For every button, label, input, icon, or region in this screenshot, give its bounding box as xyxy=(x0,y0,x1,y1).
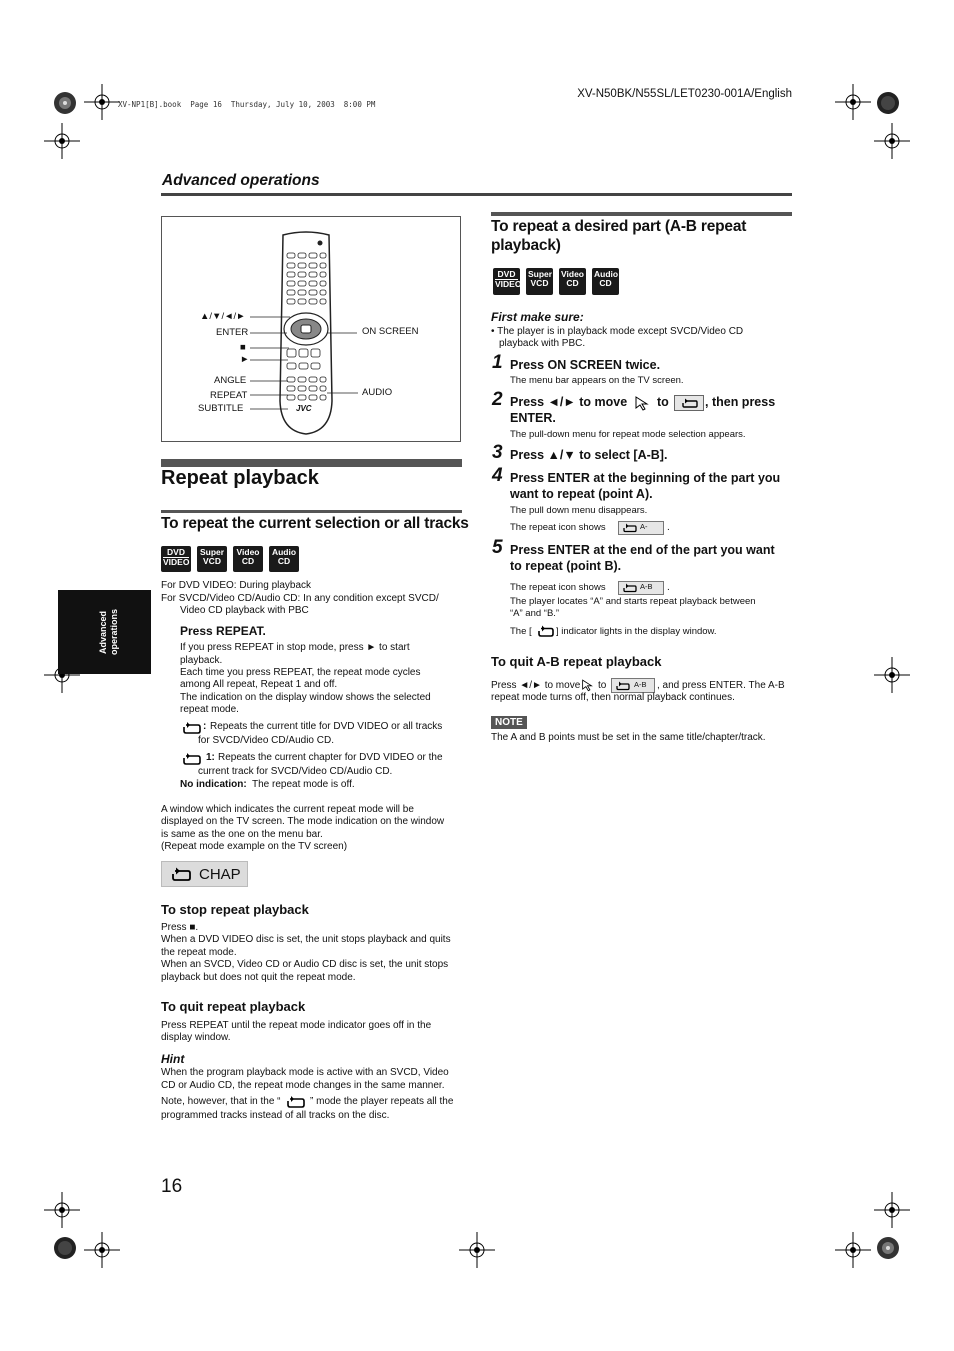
color-target-icon xyxy=(53,1236,77,1260)
note-label: NOTE xyxy=(491,716,527,729)
repeat-text-1: If you press REPEAT in stop mode, press ► to start xyxy=(180,642,410,653)
label-subtitle: SUBTITLE xyxy=(198,403,244,414)
repeat-icon xyxy=(170,867,192,883)
first-text-1: • The player is in playback mode except SVCD/Video CD xyxy=(491,326,744,337)
quit-ab-text-b: to xyxy=(598,680,607,691)
repeat-text-6: repeat mode. xyxy=(180,704,239,715)
quit-ab-text-c: , and press ENTER. The A-B xyxy=(657,680,785,691)
repeat-a-indicator xyxy=(618,521,664,535)
step-5-text-a: Press ENTER at the end of the part you want xyxy=(510,543,775,557)
step-4-text-b: want to repeat (point A). xyxy=(510,487,653,501)
document-code: XV-N50BK/N55SL/LET0230-001A/English xyxy=(577,88,792,100)
step-5-period: . xyxy=(667,582,670,593)
hint-text-4: programmed tracks instead of all tracks on the disc. xyxy=(161,1110,390,1121)
intro-line-2: For SVCD/Video CD/Audio CD: In any condition except SVCD/ xyxy=(161,593,439,604)
repeat-text-2: playback. xyxy=(180,655,223,666)
repeat-one-icon xyxy=(182,752,202,766)
stop-text-5: playback but does not quit the repeat mode. xyxy=(161,972,356,983)
registration-mark-icon xyxy=(44,1192,80,1228)
intro-line-1: For DVD VIDEO: During playback xyxy=(161,580,312,591)
step-4-number: 4 xyxy=(492,465,503,486)
repeat-all-text-1: Repeats the current title for DVD VIDEO or all tracks xyxy=(210,721,443,732)
step-3-text: Press ▲/▼ to select [A-B]. xyxy=(510,448,668,462)
super-vcd-icon: Super VCD xyxy=(526,268,553,295)
repeat-one-text-1: Repeats the current chapter for DVD VIDEO or the xyxy=(218,752,443,763)
label-angle: ANGLE xyxy=(214,375,247,386)
label-enter: ENTER xyxy=(216,327,249,338)
repeat-mode-example xyxy=(161,861,248,887)
registration-mark-icon xyxy=(874,1192,910,1228)
page-number: 16 xyxy=(161,1176,183,1197)
repeat-all-icon xyxy=(286,1095,306,1109)
chap-label: CHAP xyxy=(199,866,241,883)
note-text: The A and B points must be set in the same title/chapter/track. xyxy=(491,732,766,743)
registration-mark-icon xyxy=(874,657,910,693)
repeat-menu-icon xyxy=(674,395,704,411)
quit-ab-text-a: Press ◄/► to move xyxy=(491,680,581,691)
window-text-2: displayed on the TV screen. The mode indication on the window xyxy=(161,816,445,827)
registration-mark-icon xyxy=(835,84,871,120)
quit-text-1: Press REPEAT until the repeat mode indicator goes off in the xyxy=(161,1020,432,1031)
step-5-sub: The repeat icon shows xyxy=(510,582,606,593)
ab-repeat-title-2: playback) xyxy=(491,237,561,254)
step-2-text-c: , then press xyxy=(705,395,776,409)
repeat-icon xyxy=(681,398,699,409)
hint-title: Hint xyxy=(161,1052,185,1066)
window-text-3: is same as the one on the menu bar. xyxy=(161,829,323,840)
stop-text-1: Press ■. xyxy=(161,922,199,933)
stop-text-2: When a DVD VIDEO disc is set, the unit stops playback and quits xyxy=(161,934,451,945)
header-rule xyxy=(161,193,792,196)
registration-mark-icon xyxy=(84,84,120,120)
cursor-icon xyxy=(634,395,650,411)
repeat-ab-indicator xyxy=(618,581,664,595)
label-stop: ■ xyxy=(240,342,246,353)
disc-badges xyxy=(161,546,305,572)
repeat-one-label: 1: xyxy=(206,752,215,763)
label-audio: AUDIO xyxy=(362,387,393,398)
repeat-text-5: The indication on the display window shows the selected xyxy=(180,692,431,703)
registration-mark-icon xyxy=(835,1232,871,1268)
ab-repeat-title-1: To repeat a desired part (A-B repeat xyxy=(491,218,747,235)
window-text-1: A window which indicates the current repeat mode will be xyxy=(161,804,414,815)
step-5-sub2: The player locates “A” and starts repeat playback between xyxy=(510,596,756,607)
label-repeat: REPEAT xyxy=(210,390,248,401)
step-5-number: 5 xyxy=(492,537,503,558)
repeat-icon xyxy=(622,523,638,533)
hint-text-2: CD or Audio CD, the repeat mode changes in the same manner. xyxy=(161,1080,445,1091)
right-title-rule xyxy=(491,212,792,216)
registration-mark-icon xyxy=(459,1232,495,1268)
step-2-text-b: to xyxy=(657,395,669,409)
repeat-icon xyxy=(615,681,631,691)
step-2-text-d: ENTER. xyxy=(510,411,556,425)
step-4-text-a: Press ENTER at the beginning of the part you xyxy=(510,471,781,485)
audio-cd-icon: Audio CD xyxy=(592,268,619,295)
stop-text-3: the repeat mode. xyxy=(161,947,237,958)
super-vcd-icon: Super VCD xyxy=(197,546,227,572)
repeat-all-text-2: for SVCD/Video CD/Audio CD. xyxy=(198,735,334,746)
subsection-rule xyxy=(161,510,462,513)
quit-ab-text-2: repeat mode turns off, then normal playback continues. xyxy=(491,692,735,703)
repeat-ab-menu-icon xyxy=(611,678,655,693)
hint-text-3b: ” mode the player repeats all the xyxy=(310,1096,454,1107)
step-1-number: 1 xyxy=(492,352,503,373)
subsection-title: To repeat the current selection or all tracks xyxy=(161,515,469,532)
video-cd-icon: Video CD xyxy=(233,546,263,572)
color-target-icon xyxy=(876,1236,900,1260)
quit-repeat-title: To quit repeat playback xyxy=(161,999,306,1014)
repeat-indicator-icon xyxy=(537,625,555,638)
file-stamp: XV-NP1[B].book Page 16 Thursday, July 10, 2003 8:00 PM xyxy=(118,100,376,109)
step-3-number: 3 xyxy=(492,442,503,463)
first-text-2: playback with PBC. xyxy=(499,338,586,349)
cursor-icon xyxy=(581,678,594,692)
step-1-sub: The menu bar appears on the TV screen. xyxy=(510,375,684,386)
dvd-video-icon: DVD VIDEO xyxy=(493,268,520,295)
quit-text-2: display window. xyxy=(161,1032,231,1043)
label-on-screen: ON SCREEN xyxy=(362,326,419,337)
step-4-sub2: The repeat icon shows xyxy=(510,522,606,533)
step-5-text-b: to repeat (point B). xyxy=(510,559,622,573)
repeat-ab-label: A-B xyxy=(640,582,653,591)
remote-logo: JVC xyxy=(296,404,312,413)
first-make-sure: First make sure: xyxy=(491,310,584,324)
audio-cd-icon: Audio CD xyxy=(269,546,299,572)
main-title-bar xyxy=(161,459,462,467)
no-indication-label: No indication: xyxy=(180,779,247,790)
step-4-sub: The pull down menu disappears. xyxy=(510,505,648,516)
step-2-sub: The pull-down menu for repeat mode selection appears. xyxy=(510,429,746,440)
step-1-text: Press ON SCREEN twice. xyxy=(510,358,661,372)
quit-ab-title: To quit A-B repeat playback xyxy=(491,654,662,669)
color-target-icon xyxy=(876,91,900,115)
video-cd-icon: Video CD xyxy=(559,268,586,295)
window-text-4: (Repeat mode example on the TV screen) xyxy=(161,841,348,852)
step-5-sub4b: ] indicator lights in the display window. xyxy=(556,626,717,637)
color-target-icon xyxy=(53,91,77,115)
intro-line-3: Video CD playback with PBC xyxy=(180,605,309,616)
step-5-sub4a: The [ xyxy=(510,626,532,637)
repeat-all-colon: : xyxy=(203,721,207,732)
hint-text-3a: Note, however, that in the “ xyxy=(161,1096,281,1107)
repeat-a-label: A- xyxy=(640,522,648,531)
stop-repeat-title: To stop repeat playback xyxy=(161,902,309,917)
main-title: Repeat playback xyxy=(161,467,319,489)
label-arrows: ▲/▼/◄/► xyxy=(200,311,246,322)
step-4-period: . xyxy=(667,522,670,533)
label-play: ► xyxy=(240,354,250,365)
step-5-sub3: “A” and “B.” xyxy=(510,608,560,619)
repeat-all-icon xyxy=(182,721,202,735)
stop-text-4: When an SVCD, Video CD or Audio CD disc is set, the unit stops xyxy=(161,959,449,970)
registration-mark-icon xyxy=(874,123,910,159)
dvd-video-icon: DVD VIDEO xyxy=(161,546,191,572)
disc-badges-right xyxy=(493,268,625,295)
repeat-text-4: among All repeat, Repeat 1 and off. xyxy=(180,679,338,690)
press-repeat: Press REPEAT. xyxy=(180,624,266,638)
no-indication-text: The repeat mode is off. xyxy=(252,779,355,790)
repeat-text-3: Each time you press REPEAT, the repeat mode cycles xyxy=(180,667,421,678)
step-2-number: 2 xyxy=(492,389,503,410)
step-2-text-a: Press ◄/► to move xyxy=(510,395,628,409)
hint-text-1: When the program playback mode is active with an SVCD, Video xyxy=(161,1067,449,1078)
repeat-ab-label: A-B xyxy=(634,680,647,689)
registration-mark-icon xyxy=(84,1232,120,1268)
remote-figure xyxy=(161,216,461,442)
repeat-icon xyxy=(622,583,638,593)
registration-mark-icon xyxy=(44,123,80,159)
repeat-one-text-2: current track for SVCD/Video CD/Audio CD. xyxy=(198,766,393,777)
side-tab-label: Advanced operations xyxy=(98,609,119,656)
section-title: Advanced operations xyxy=(162,172,320,189)
